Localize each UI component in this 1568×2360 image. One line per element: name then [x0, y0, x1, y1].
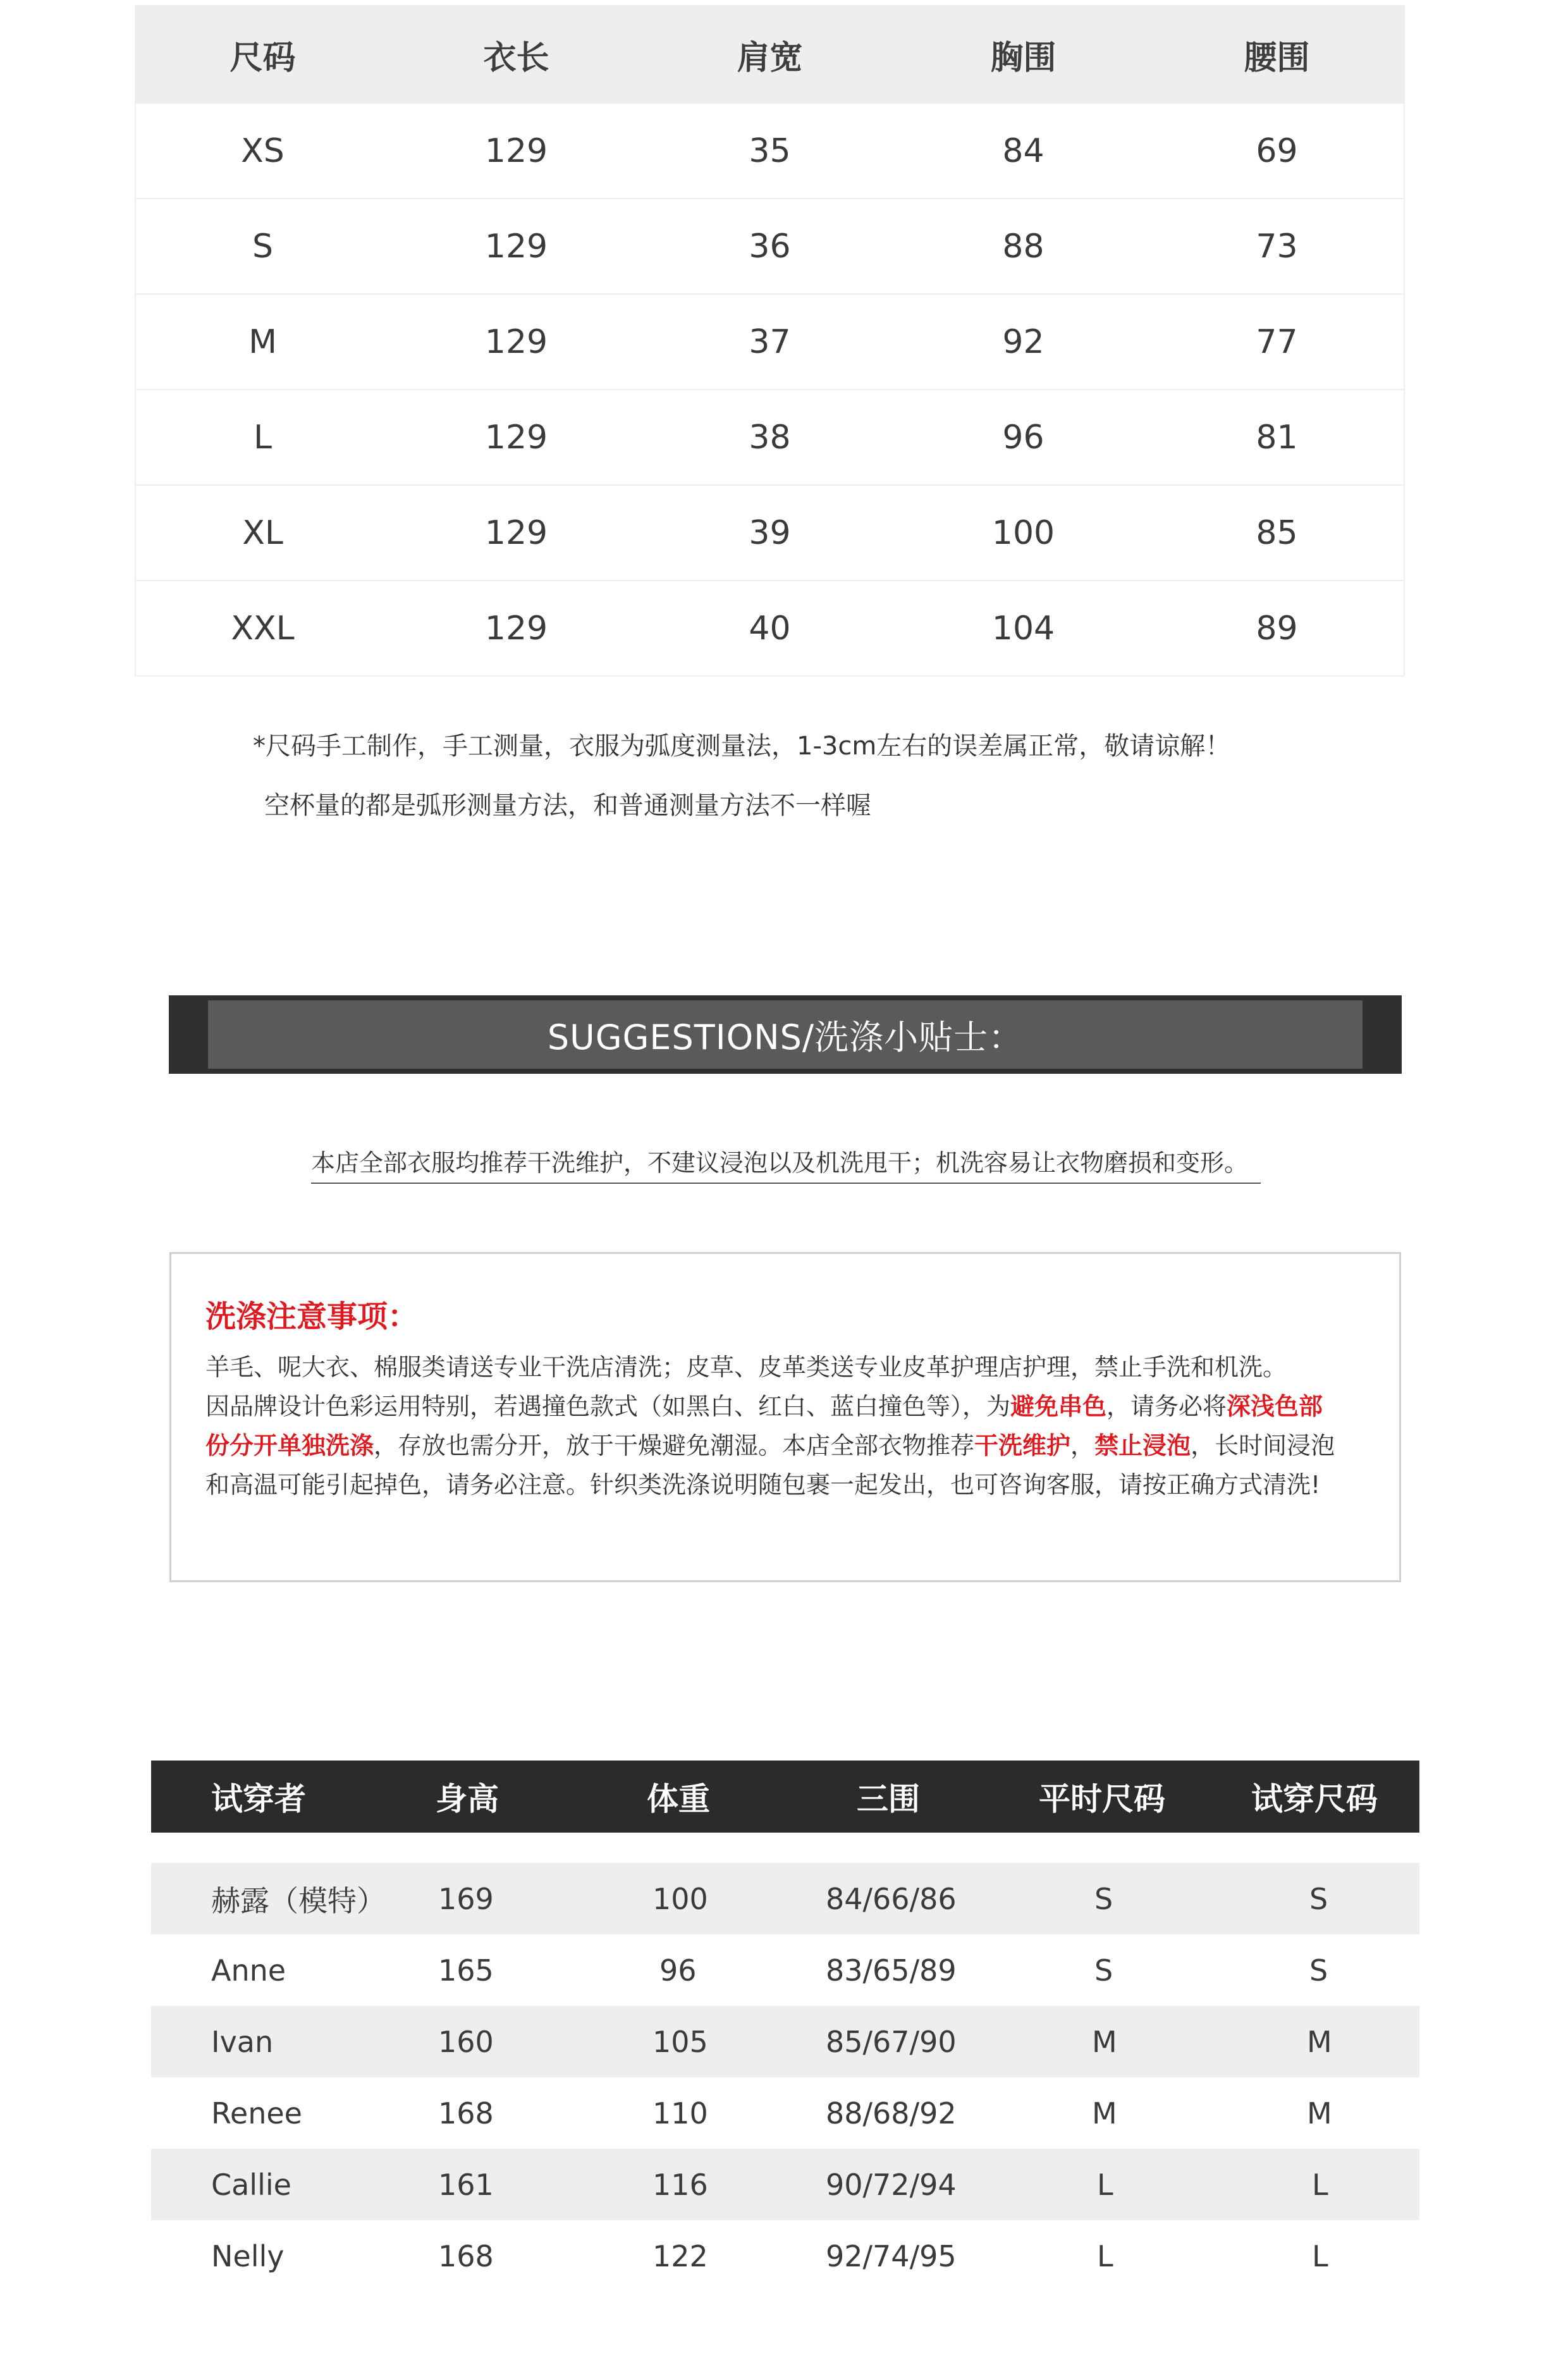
wash-notice-line	[205, 1387, 1323, 1422]
wash-notice-line: 和高温可能引起掉色，请务必注意。针织类洗涤说明随包裹一起发出，也可咨询客服，请按正确方式清洗!	[205, 1471, 1321, 1499]
size-cell: 39	[749, 513, 791, 552]
tester-header-weight: 体重	[647, 1781, 710, 1817]
size-header-size: 尺码	[230, 39, 296, 77]
wash-text: ，长时间浸泡	[1191, 1432, 1335, 1460]
tester-cell: M	[1092, 2024, 1117, 2059]
table-row	[136, 198, 1404, 293]
wash-highlight: 禁止浸泡	[1094, 1432, 1191, 1460]
tester-cell: S	[1309, 1881, 1328, 1916]
tester-cell: Renee	[211, 2096, 302, 2130]
tester-cell: 88/68/92	[826, 2096, 957, 2130]
cup-measurement-note: 空杯量的都是弧形测量方法，和普通测量方法不一样喔	[264, 791, 871, 820]
size-cell: 129	[484, 418, 548, 457]
tester-cell: 92/74/95	[826, 2239, 957, 2273]
size-cell: 40	[749, 609, 791, 648]
size-cell: XS	[241, 132, 285, 170]
tester-header-height: 身高	[436, 1781, 499, 1817]
wash-highlight: 干洗维护	[974, 1432, 1071, 1460]
size-cell: 92	[1002, 323, 1044, 361]
tester-header-usual-size: 平时尺码	[1039, 1781, 1165, 1817]
size-chart-table	[135, 5, 1405, 677]
tester-cell: S	[1094, 1953, 1113, 1988]
size-cell: 129	[484, 513, 548, 552]
tester-cell: S	[1094, 1881, 1113, 1916]
table-row	[151, 2077, 1419, 2149]
tester-cell: M	[1307, 2024, 1332, 2059]
size-cell: 35	[749, 132, 791, 170]
size-cell: 100	[991, 513, 1055, 552]
size-header-length: 衣长	[483, 39, 549, 77]
size-cell: 84	[1002, 132, 1044, 170]
tester-cell: 赫露（模特）	[211, 1883, 386, 1918]
wash-notice-line	[205, 1426, 1335, 1461]
wash-notice-box	[169, 1252, 1401, 1582]
tester-cell: 83/65/89	[826, 1953, 957, 1988]
size-header-shoulder: 肩宽	[737, 39, 803, 77]
wash-text: ，	[1070, 1432, 1095, 1460]
wash-highlight: 深浅色部	[1227, 1392, 1323, 1420]
tester-cell: 122	[652, 2239, 708, 2273]
wash-text: 因品牌设计色彩运用特别，若遇撞色款式（如黑白、红白、蓝白撞色等），为	[205, 1392, 1011, 1420]
tester-cell: L	[1097, 2239, 1113, 2273]
tester-cell: S	[1309, 1953, 1328, 1988]
tester-cell: 105	[652, 2024, 708, 2059]
tester-cell: L	[1097, 2167, 1113, 2202]
size-header-waist: 腰围	[1244, 39, 1310, 77]
size-cell: L	[254, 418, 272, 457]
care-advice-text: 本店全部衣服均推荐干洗维护，不建议浸泡以及机洗甩干；机洗容易让衣物磨损和变形。	[311, 1143, 1261, 1184]
size-cell: 77	[1256, 323, 1298, 361]
wash-notice-line: 羊毛、呢大衣、棉服类请送专业干洗店清洗；皮草、皮革类送专业皮革护理店护理，禁止手洗和机洗。	[205, 1353, 1287, 1381]
table-row	[151, 2149, 1419, 2220]
size-chart-header-row	[136, 6, 1404, 102]
size-cell: 69	[1256, 132, 1298, 170]
tester-cell: Callie	[211, 2167, 291, 2202]
tester-cell: Ivan	[211, 2024, 274, 2059]
table-row	[136, 484, 1404, 580]
size-cell: 85	[1256, 513, 1298, 552]
tester-cell: M	[1307, 2096, 1332, 2130]
tester-table-header	[151, 1761, 1419, 1833]
tester-cell: 160	[438, 2024, 494, 2059]
table-row	[136, 580, 1404, 675]
table-row	[151, 2220, 1419, 2292]
table-row	[151, 1934, 1419, 2006]
table-row	[136, 293, 1404, 389]
size-cell: 73	[1256, 227, 1298, 266]
tester-cell: 169	[438, 1881, 494, 1916]
size-cell: 129	[484, 132, 548, 170]
table-row	[151, 1863, 1419, 1934]
size-cell: 38	[749, 418, 791, 457]
size-cell: S	[252, 227, 273, 266]
tester-cell: L	[1312, 2239, 1328, 2273]
size-cell: 37	[749, 323, 791, 361]
size-cell: 81	[1256, 418, 1298, 457]
tester-cell: 96	[659, 1953, 697, 1988]
tester-cell: 110	[652, 2096, 708, 2130]
table-row	[151, 2006, 1419, 2077]
size-cell: M	[248, 323, 277, 361]
size-cell: 88	[1002, 227, 1044, 266]
tester-header-measurements: 三围	[857, 1781, 920, 1817]
tester-cell: L	[1312, 2167, 1328, 2202]
size-cell: 129	[484, 609, 548, 648]
tester-cell: 116	[652, 2167, 708, 2202]
tester-cell: M	[1092, 2096, 1117, 2130]
tester-cell: 84/66/86	[826, 1881, 957, 1916]
tester-cell: 90/72/94	[826, 2167, 957, 2202]
tester-cell: 100	[652, 1881, 708, 1916]
size-header-bust: 胸围	[990, 39, 1057, 77]
wash-notice-title: 洗涤注意事项：	[205, 1299, 419, 1334]
measurement-note: *尺码手工制作，手工测量，衣服为弧度测量法，1-3cm左右的误差属正常，敬请谅解！	[253, 732, 1231, 761]
size-cell: 89	[1256, 609, 1298, 648]
tester-cell: Anne	[211, 1953, 286, 1988]
tester-cell: 85/67/90	[826, 2024, 957, 2059]
size-cell: XXL	[231, 609, 295, 648]
tester-cell: 165	[438, 1953, 494, 1988]
size-cell: 104	[991, 609, 1055, 648]
wash-highlight: 份分开单独洗涤	[205, 1432, 374, 1460]
table-row	[136, 102, 1404, 198]
tester-cell: 168	[438, 2096, 494, 2130]
suggestions-banner	[169, 995, 1402, 1074]
suggestions-banner-title: SUGGESTIONS/洗涤小贴士：	[208, 1000, 1363, 1069]
tester-header-name: 试穿者	[211, 1781, 306, 1817]
wash-text: ，请务必将	[1106, 1392, 1227, 1420]
tester-cell: 161	[438, 2167, 494, 2202]
size-cell: 129	[484, 227, 548, 266]
wash-highlight: 避免串色	[1010, 1392, 1107, 1420]
size-cell: 129	[484, 323, 548, 361]
tester-cell: Nelly	[211, 2239, 285, 2273]
size-cell: 36	[749, 227, 791, 266]
wash-text: ，存放也需分开，放于干燥避免潮湿。本店全部衣物推荐	[374, 1432, 975, 1460]
table-row	[136, 389, 1404, 484]
tester-header-trial-size: 试穿尺码	[1251, 1781, 1378, 1817]
size-cell: XL	[242, 513, 283, 552]
size-cell: 96	[1002, 418, 1044, 457]
tester-cell: 168	[438, 2239, 494, 2273]
